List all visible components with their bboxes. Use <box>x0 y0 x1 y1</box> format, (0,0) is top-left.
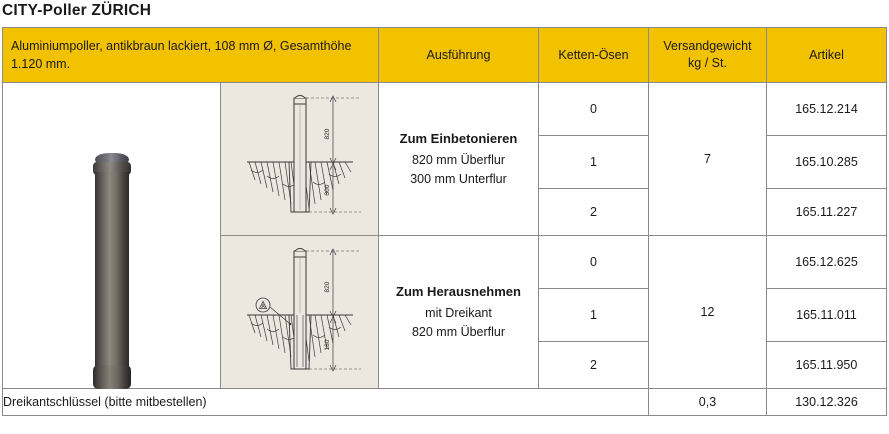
dim-above-ground-2: 820 <box>324 281 331 293</box>
table-row <box>3 83 887 136</box>
ausfuehrung-einbetonieren <box>379 83 539 236</box>
footer-label: Dreikantschlüssel (bitte mitbestellen) <box>3 389 649 416</box>
page-title: CITY-Poller ZÜRICH <box>2 2 152 19</box>
footer-weight: 0,3 <box>649 389 767 416</box>
footer-artikel: 130.12.326 <box>767 389 887 416</box>
artikel-number: 165.11.227 <box>767 189 887 236</box>
ketten-oesen-value: 0 <box>539 83 649 136</box>
header-versandgewicht-line2: kg / St. <box>688 56 727 70</box>
header-versandgewicht-line1: Versandgewicht <box>663 39 752 54</box>
table-header-row <box>3 28 887 83</box>
bollard-shaft <box>95 172 129 368</box>
technical-drawing-herausnehmen <box>221 236 379 389</box>
artikel-number: 165.12.625 <box>767 236 887 289</box>
ketten-oesen-value: 1 <box>539 289 649 342</box>
header-artikel: Artikel <box>767 28 887 83</box>
ketten-oesen-value: 0 <box>539 236 649 289</box>
ausfuehrung-herausnehmen <box>379 236 539 389</box>
drawing-svg-2 <box>221 237 379 387</box>
technical-drawing-einbetonieren <box>221 83 379 236</box>
artikel-number: 165.10.285 <box>767 136 887 189</box>
table-footer-row <box>3 389 887 416</box>
header-ketten-oesen: Ketten-Ösen <box>539 28 649 83</box>
ausfuehrung-line3-1: 300 mm Unterflur <box>410 172 507 187</box>
artikel-number: 165.11.950 <box>767 342 887 389</box>
product-photo <box>3 83 221 389</box>
header-description: Aluminiumpoller, antikbraun lackiert, 108 mm Ø, Gesamthöhe 1.120 mm. <box>3 28 379 83</box>
header-ausfuehrung: Ausführung <box>379 28 539 83</box>
bollard-base <box>93 365 131 389</box>
dim-above-ground-1: 820 <box>324 128 331 140</box>
artikel-number: 165.12.214 <box>767 83 887 136</box>
header-versandgewicht <box>649 28 767 83</box>
versandgewicht-2: 12 <box>649 236 767 389</box>
drawing-svg-1 <box>221 84 379 234</box>
ausfuehrung-line2-2: mit Dreikant <box>425 305 492 320</box>
dim-below-ground-2: 180 <box>324 339 331 351</box>
marker-label-a: A <box>261 304 265 310</box>
ausfuehrung-line3-2: 820 mm Überflur <box>411 325 506 340</box>
ketten-oesen-value: 2 <box>539 189 649 236</box>
product-table <box>2 27 887 416</box>
bollard-image <box>92 153 132 389</box>
ausfuehrung-title-2: Zum Herausnehmen <box>396 283 521 299</box>
artikel-number: 165.11.011 <box>767 289 887 342</box>
ketten-oesen-value: 1 <box>539 136 649 189</box>
ausfuehrung-title-1: Zum Einbetonieren <box>399 130 518 146</box>
dim-below-ground-1: 300 <box>324 184 331 196</box>
ausfuehrung-line2-1: 820 mm Überflur <box>411 152 506 167</box>
ketten-oesen-value: 2 <box>539 342 649 389</box>
versandgewicht-1: 7 <box>649 83 767 236</box>
